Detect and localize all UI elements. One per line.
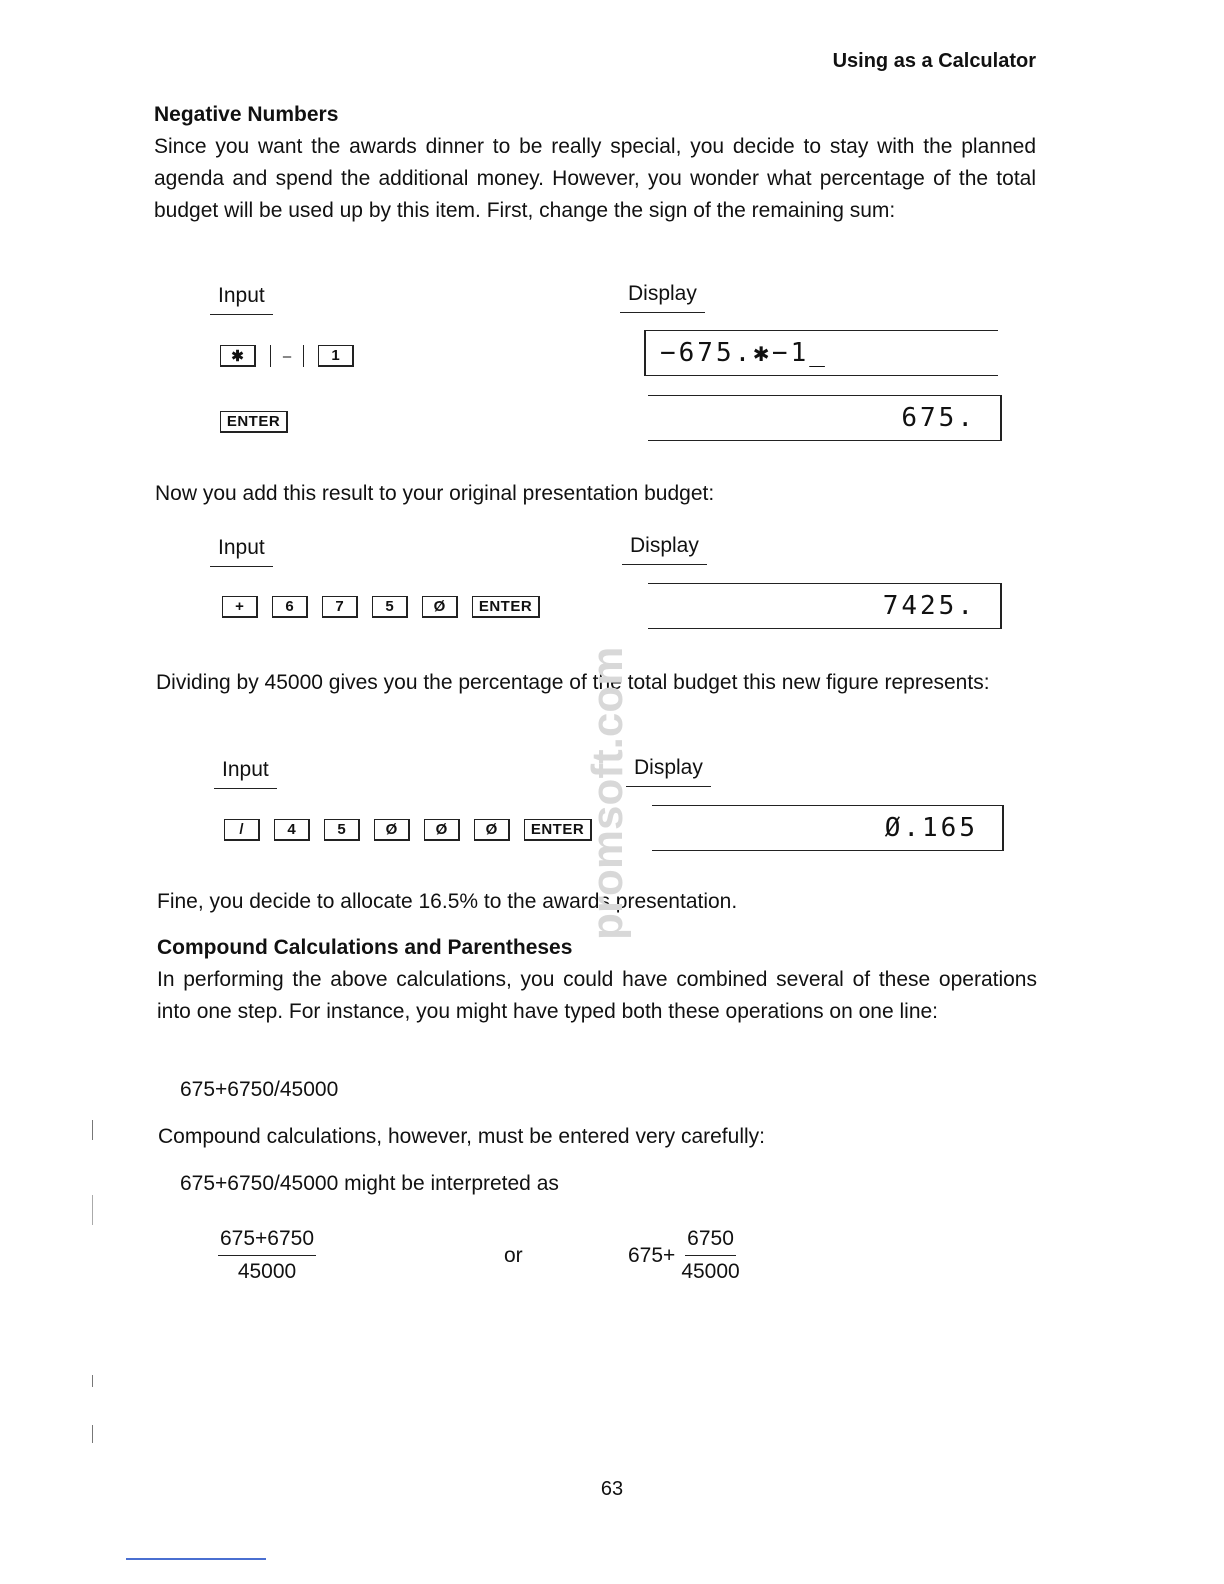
fraction-left-numerator: 675+6750: [218, 1227, 316, 1256]
paragraph-intro: Since you want the awards dinner to be really special, you decide to stay with the planned agenda and spend the additional money. However, you wonder what percentage of the total budget will be used up by this item. First, change the sign of the remaining sum:: [154, 135, 1036, 222]
input-column-label: Input: [210, 284, 273, 315]
key-0[interactable]: Ø: [374, 819, 410, 841]
running-header: Using as a Calculator: [832, 50, 1036, 72]
paragraph-divide: Dividing by 45000 gives you the percentage of the total budget this new figure represents:: [156, 671, 990, 694]
key-star[interactable]: ✱: [220, 345, 256, 367]
key-plus[interactable]: +: [222, 596, 258, 618]
key-1[interactable]: 1: [318, 345, 354, 367]
input-column-label-3: Input: [214, 758, 277, 789]
fraction-right: [628, 1227, 740, 1284]
formula-interpretation: 675+6750/45000 might be interpreted as: [180, 1172, 559, 1195]
fraction-left: [218, 1227, 316, 1284]
key-sequence-row-1: [220, 345, 368, 367]
paragraph-compound-intro: In performing the above calculations, you could have combined several of these operations into one step. For instance, you might have typed both these operations on one line:: [157, 968, 1037, 1023]
key-minus[interactable]: –: [270, 345, 304, 367]
display-panel-row-2: 675.: [648, 395, 1002, 441]
key-7[interactable]: 7: [322, 596, 358, 618]
key-enter[interactable]: ENTER: [220, 411, 288, 433]
key-0[interactable]: Ø: [474, 819, 510, 841]
margin-mark: [92, 1195, 93, 1225]
key-enter[interactable]: ENTER: [472, 596, 540, 618]
paragraph-allocate: Fine, you decide to allocate 16.5% to the awards presentation.: [157, 890, 738, 913]
key-sequence-example-2: [222, 596, 554, 618]
display-panel-example-3: Ø.165: [652, 805, 1004, 851]
key-divide[interactable]: /: [224, 819, 260, 841]
display-column-label-3: Display: [626, 756, 711, 787]
watermark: promsoft.com: [583, 646, 632, 940]
fraction-right-prefix: 675+: [628, 1243, 676, 1267]
key-0[interactable]: Ø: [422, 596, 458, 618]
key-5[interactable]: 5: [372, 596, 408, 618]
key-5[interactable]: 5: [324, 819, 360, 841]
key-sequence-row-2: [220, 411, 302, 433]
section-heading-negative-numbers: Negative Numbers: [154, 103, 339, 126]
key-0[interactable]: Ø: [424, 819, 460, 841]
key-enter[interactable]: ENTER: [524, 819, 592, 841]
footer-rule: [126, 1558, 266, 1560]
fraction-right-numerator: 6750: [685, 1227, 736, 1256]
display-panel-example-2: 7425.: [648, 583, 1002, 629]
page-number: 63: [600, 1478, 624, 1500]
or-label: or: [504, 1244, 523, 1267]
display-column-label-2: Display: [622, 534, 707, 565]
input-column-label-2: Input: [210, 536, 273, 567]
fraction-left-denominator: 45000: [237, 1260, 297, 1283]
key-sequence-example-3: [224, 819, 606, 841]
margin-mark: [92, 1425, 93, 1443]
display-column-label: Display: [620, 282, 705, 313]
key-4[interactable]: 4: [274, 819, 310, 841]
margin-mark: [92, 1375, 93, 1387]
paragraph-careful: Compound calculations, however, must be entered very carefully:: [158, 1125, 765, 1148]
paragraph-add-result: Now you add this result to your original presentation budget:: [155, 482, 715, 505]
display-panel-row-1: −675.✱−1_: [644, 330, 998, 376]
formula-line: 675+6750/45000: [180, 1078, 339, 1101]
key-6[interactable]: 6: [272, 596, 308, 618]
fraction-right-denominator: 45000: [681, 1260, 740, 1283]
margin-mark: [92, 1120, 93, 1140]
section-heading-compound: Compound Calculations and Parentheses: [157, 936, 573, 959]
